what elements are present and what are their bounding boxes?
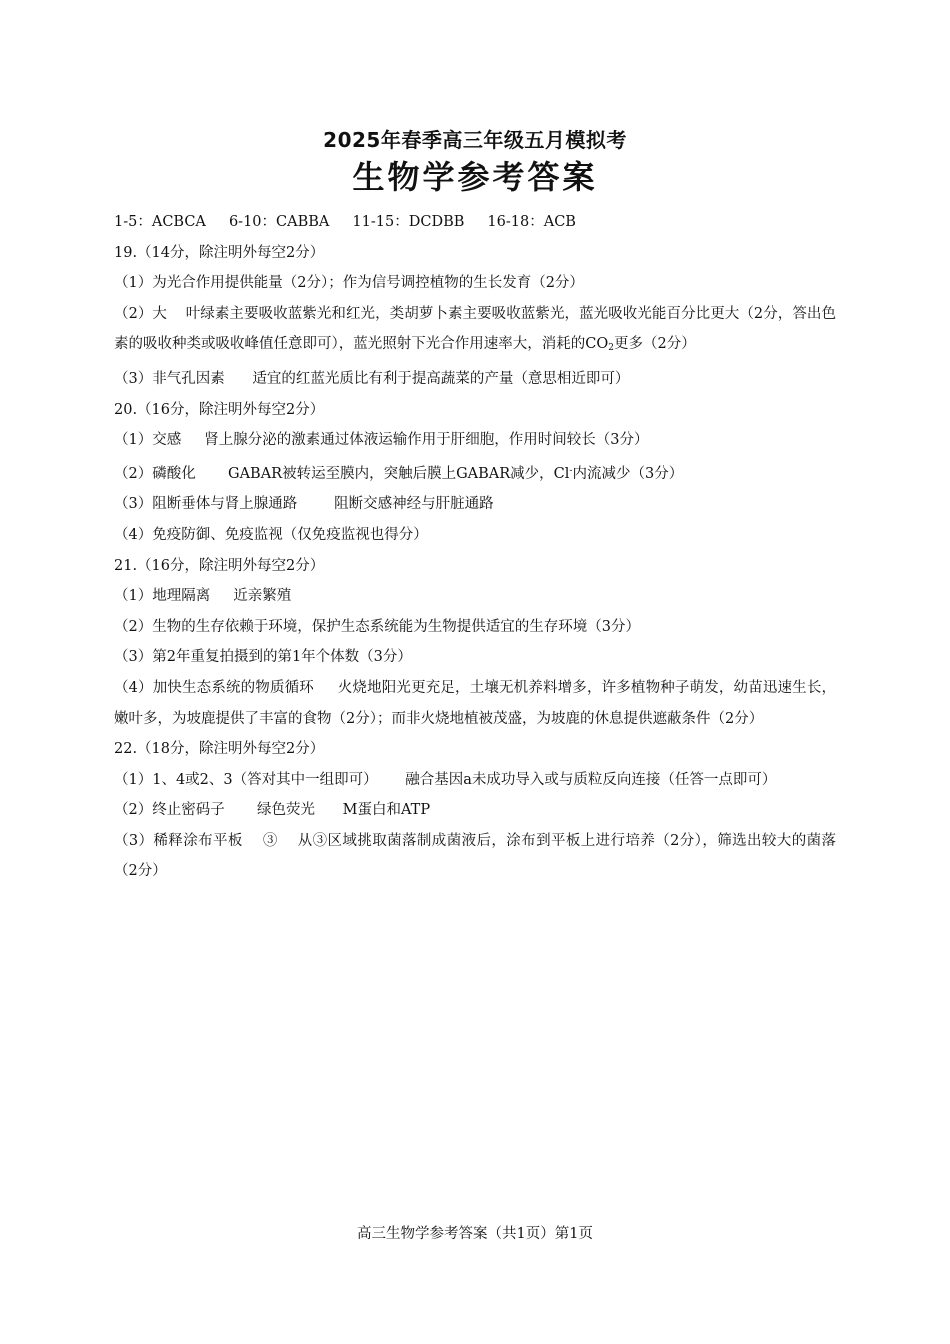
q21-part1: （1）地理隔离 近亲繁殖 xyxy=(114,588,292,605)
q22-heading: 22.（18分，除注明外每空2分） xyxy=(114,741,325,758)
q19-part2-tail: 更多（2分） xyxy=(613,336,696,353)
q21-part3: （3）第2年重复拍摄到的第1年个体数（3分） xyxy=(114,649,412,666)
chloride-superscript: - xyxy=(569,465,573,476)
co2-subscript: 2 xyxy=(608,343,614,354)
q20-part2-text: （2）磷酸化 GABAR被转运至膜内，突触后膜上GABAR减少，Cl xyxy=(114,465,570,482)
q20-part3: （3）阻断垂体与肾上腺通路 阻断交感神经与肝脏通路 xyxy=(114,496,494,513)
q20-part1: （1）交感 肾上腺分泌的激素通过体液运输作用于肝细胞，作用时间较长（3分） xyxy=(114,432,649,449)
q20-heading: 20.（16分，除注明外每空2分） xyxy=(114,401,325,418)
q20-part2-tail: 内流减少（3分） xyxy=(572,465,684,482)
mcq-answers: 1-5：ACBCA 6-10：CABBA 11-15：DCDBB 16-18：ACB xyxy=(114,214,576,230)
q21-part2: （2）生物的生存依赖于环境，保护生态系统能为生物提供适宜的生存环境（3分） xyxy=(114,618,640,635)
page-footer: 高三生物学参考答案（共1页）第1页 xyxy=(357,1226,593,1242)
q20-part4: （4）免疫防御、免疫监视（仅免疫监视也得分） xyxy=(114,526,428,543)
q21-heading: 21.（16分，除注明外每空2分） xyxy=(114,557,325,574)
q20-part2 xyxy=(114,456,836,490)
exam-subtitle: 2025年春季高三年级五月模拟考 xyxy=(323,128,627,152)
q19-part3: （3）非气孔因素 适宜的红蓝光质比有利于提高蔬菜的产量（意思相近即可） xyxy=(114,370,630,387)
q19-heading: 19.（14分，除注明外每空2分） xyxy=(114,244,325,261)
q22-part3: （3）稀释涂布平板 ③ 从③区域挑取菌落制成菌液后，涂布到平板上进行培养（2分），筛选出较大的菌落（2分） xyxy=(114,832,836,880)
q19-part1: （1）为光合作用提供能量（2分）；作为信号调控植物的生长发育（2分） xyxy=(114,275,584,292)
answer-body xyxy=(114,207,836,887)
q19-part2-text: （2）大 叶绿素主要吸收蓝紫光和红光，类胡萝卜素主要吸收蓝紫光，蓝光吸收光能百分比更大（2分，答出色素的吸收种类或吸收峰值任意即可），蓝光照射下光合作用速率大，消耗的CO xyxy=(114,305,836,353)
page-title: 生物学参考答案 xyxy=(352,158,598,196)
q22-part2: （2）终止密码子 绿色荧光 M蛋白和ATP xyxy=(114,802,431,819)
q22-part1: （1）1、4或2、3（答对其中一组即可） 融合基因a未成功导入或与质粒反向连接（任答一点即可） xyxy=(114,771,777,788)
q21-part4: （4）加快生态系统的物质循环 火烧地阳光更充足，土壤无机养料增多，许多植物种子萌发，幼苗迅速生长，嫩叶多，为坡鹿提供了丰富的食物（2分）；而非火烧地植被茂盛，为坡鹿的休息提供遮蔽条件（2分） xyxy=(114,679,836,727)
q19-part2 xyxy=(114,299,836,364)
